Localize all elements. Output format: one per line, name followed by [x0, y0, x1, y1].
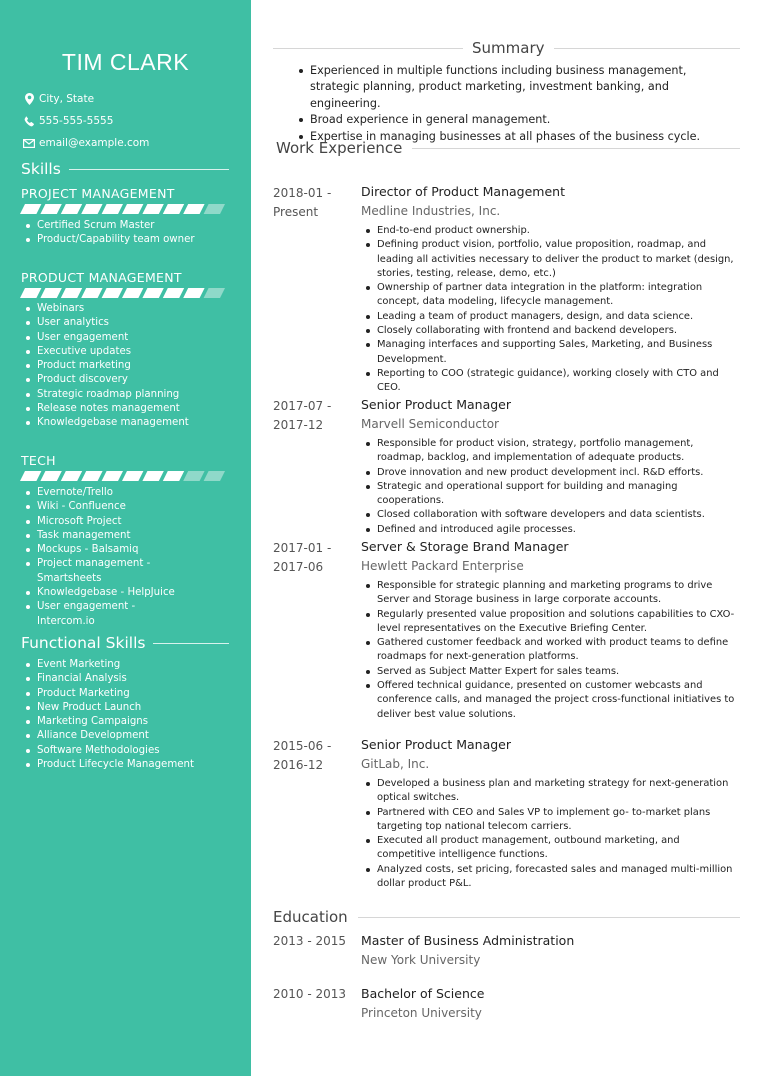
phone-text: 555-555-5555 — [39, 115, 114, 127]
list-item: Closed collaboration with software developers and data scientists. — [366, 508, 738, 522]
list-item: Leading a team of product managers, design, and data science. — [366, 310, 738, 324]
list-item: Event Marketing — [26, 658, 194, 672]
list-item: Product Lifecycle Management — [26, 758, 194, 772]
education-heading: Education — [273, 908, 740, 926]
contact-phone — [22, 115, 113, 127]
skill-bar-segment — [142, 288, 163, 298]
list-item: User engagement - Intercom.io — [26, 600, 186, 629]
contact-location — [22, 93, 94, 105]
list-item: Reporting to COO (strategic guidance), working closely with CTO and CEO. — [366, 367, 738, 396]
list-item: Defining product vision, portfolio, value proposition, roadmap, and leading all activities necessary to deliver the product to market (design, stories, testing, release, demo, etc.) — [366, 238, 738, 281]
skill-list — [26, 302, 189, 431]
job-bullets — [366, 777, 738, 891]
list-item: Certified Scrum Master — [26, 219, 195, 233]
skill-bar-segment — [102, 471, 123, 481]
job-bullets — [366, 579, 738, 722]
skill-bar-segment — [142, 204, 163, 214]
list-item: Managing interfaces and supporting Sales, Marketing, and Business Development. — [366, 338, 738, 367]
list-item: Experienced in multiple functions including business management, strategic planning, product marketing, investment banking, and engineering. — [297, 63, 727, 112]
job-title: Server & Storage Brand Manager — [361, 539, 569, 554]
skill-bar-segment — [122, 471, 143, 481]
list-item: Release notes management — [26, 402, 189, 416]
skill-level-bar — [20, 288, 225, 298]
functional-skills-heading: Functional Skills — [21, 634, 229, 652]
summary-list — [297, 63, 727, 145]
list-item: Executed all product management, outbound marketing, and competitive intelligence functions. — [366, 834, 738, 863]
list-item: Product marketing — [26, 359, 189, 373]
list-item: Served as Subject Matter Expert for sales teams. — [366, 665, 738, 679]
education-school: New York University — [361, 953, 481, 967]
list-item: Evernote/Trello — [26, 486, 186, 500]
list-item: Responsible for strategic planning and marketing programs to drive Server and Storage business in large corporate accounts. — [366, 579, 738, 608]
skill-bar-segment — [20, 288, 41, 298]
skill-list — [26, 486, 186, 629]
job-company: GitLab, Inc. — [361, 757, 430, 771]
list-item: User engagement — [26, 331, 189, 345]
list-item: Offered technical guidance, presented on customer webcasts and conference calls, and managed the project cross-functional initiatives to deliver best value solutions. — [366, 679, 738, 722]
list-item: Partnered with CEO and Sales VP to implement go- to-market plans targeting top national telecom carriers. — [366, 806, 738, 835]
list-item: Expertise in managing businesses at all phases of the business cycle. — [297, 129, 727, 145]
skill-bar-segment — [20, 471, 41, 481]
list-item: Microsoft Project — [26, 515, 186, 529]
skill-bar-segment — [61, 204, 82, 214]
skill-bar-segment — [122, 204, 143, 214]
list-item: Product/Capability team owner — [26, 233, 195, 247]
list-item: New Product Launch — [26, 701, 194, 715]
location-pin-icon — [22, 93, 36, 105]
skill-group-title: PROJECT MANAGEMENT — [21, 186, 175, 201]
list-item: Wiki - Confluence — [26, 500, 186, 514]
job-bullets — [366, 224, 738, 396]
job-company: Hewlett Packard Enterprise — [361, 559, 524, 573]
skill-bar-segment — [102, 288, 123, 298]
list-item: Mockups - Balsamiq — [26, 543, 186, 557]
job-bullets — [366, 437, 738, 537]
job-title: Senior Product Manager — [361, 397, 512, 412]
skill-bar-segment — [163, 204, 184, 214]
skill-bar-segment — [81, 471, 102, 481]
list-item: Strategic and operational support for building and managing cooperations. — [366, 480, 738, 509]
skill-bar-segment — [163, 288, 184, 298]
envelope-icon — [22, 137, 36, 149]
education-degree: Master of Business Administration — [361, 933, 575, 948]
job-title: Director of Product Management — [361, 184, 565, 199]
list-item: Financial Analysis — [26, 672, 194, 686]
skill-bar-segment — [204, 204, 225, 214]
skill-bar-segment — [20, 204, 41, 214]
list-item: Broad experience in general management. — [297, 112, 727, 128]
list-item: Alliance Development — [26, 729, 194, 743]
list-item: Project management - Smartsheets — [26, 557, 186, 586]
list-item: Regularly presented value proposition and solutions capabilities to CXO-level representatives on the Executive Briefing Center. — [366, 608, 738, 637]
skill-group-title: PRODUCT MANAGEMENT — [21, 270, 182, 285]
skill-bar-segment — [183, 288, 204, 298]
location-text: City, State — [39, 93, 95, 105]
education-school: Princeton University — [361, 1006, 482, 1020]
contact-email — [22, 137, 149, 149]
skill-bar-segment — [81, 204, 102, 214]
skill-bar-segment — [81, 288, 102, 298]
list-item: Task management — [26, 529, 186, 543]
job-dates: 2017-01 - 2017-06 — [273, 541, 332, 574]
skill-bar-segment — [122, 288, 143, 298]
list-item: Defined and introduced agile processes. — [366, 523, 738, 537]
job-dates: 2017-07 - 2017-12 — [273, 399, 332, 432]
list-item: Ownership of partner data integration in the platform: integration concept, data modeling, lifecycle management. — [366, 281, 738, 310]
list-item: Responsible for product vision, strategy, portfolio management, roadmap, backlog, and implementation of adequate products. — [366, 437, 738, 466]
list-item: Closely collaborating with frontend and backend developers. — [366, 324, 738, 338]
skill-list — [26, 219, 195, 248]
skill-bar-segment — [204, 288, 225, 298]
skill-bar-segment — [142, 471, 163, 481]
education-dates: 2010 - 2013 — [273, 987, 347, 1001]
job-dates: 2018-01 - Present — [273, 186, 332, 219]
skill-bar-segment — [183, 471, 204, 481]
job-title: Senior Product Manager — [361, 737, 512, 752]
list-item: Marketing Campaigns — [26, 715, 194, 729]
list-item: Knowledgebase management — [26, 416, 189, 430]
skill-bar-segment — [61, 288, 82, 298]
list-item: Gathered customer feedback and worked with product teams to define roadmaps for next-generation platforms. — [366, 636, 738, 665]
job-company: Marvell Semiconductor — [361, 417, 499, 431]
education-dates: 2013 - 2015 — [273, 934, 347, 948]
skill-bar-segment — [183, 204, 204, 214]
list-item: User analytics — [26, 316, 189, 330]
functional-skills-list — [26, 658, 194, 772]
list-item: Knowledgebase - HelpJuice — [26, 586, 186, 600]
work-experience-heading: Work Experience — [276, 139, 740, 157]
email-text: email@example.com — [39, 137, 150, 149]
list-item: End-to-end product ownership. — [366, 224, 738, 238]
summary-heading: Summary — [273, 39, 740, 57]
skill-bar-segment — [102, 204, 123, 214]
skills-heading: Skills — [21, 160, 229, 178]
list-item: Drove innovation and new product development incl. R&D efforts. — [366, 466, 738, 480]
phone-icon — [22, 115, 36, 127]
list-item: Strategic roadmap planning — [26, 388, 189, 402]
list-item: Analyzed costs, set pricing, forecasted sales and managed multi-million dollar product P&L. — [366, 863, 738, 892]
list-item: Product discovery — [26, 373, 189, 387]
skill-bar-segment — [40, 204, 61, 214]
list-item: Software Methodologies — [26, 744, 194, 758]
list-item: Product Marketing — [26, 687, 194, 701]
sidebar — [0, 0, 251, 1076]
skill-bar-segment — [40, 471, 61, 481]
skill-bar-segment — [61, 471, 82, 481]
education-degree: Bachelor of Science — [361, 986, 485, 1001]
list-item: Webinars — [26, 302, 189, 316]
job-dates: 2015-06 - 2016-12 — [273, 739, 332, 772]
skill-bar-segment — [163, 471, 184, 481]
skill-level-bar — [20, 471, 225, 481]
job-company: Medline Industries, Inc. — [361, 204, 501, 218]
list-item: Developed a business plan and marketing strategy for next-generation optical switches. — [366, 777, 738, 806]
candidate-name: TIM CLARK — [61, 49, 190, 75]
skill-bar-segment — [204, 471, 225, 481]
skill-group-title: TECH — [21, 453, 56, 468]
list-item: Executive updates — [26, 345, 189, 359]
skill-level-bar — [20, 204, 225, 214]
skill-bar-segment — [40, 288, 61, 298]
